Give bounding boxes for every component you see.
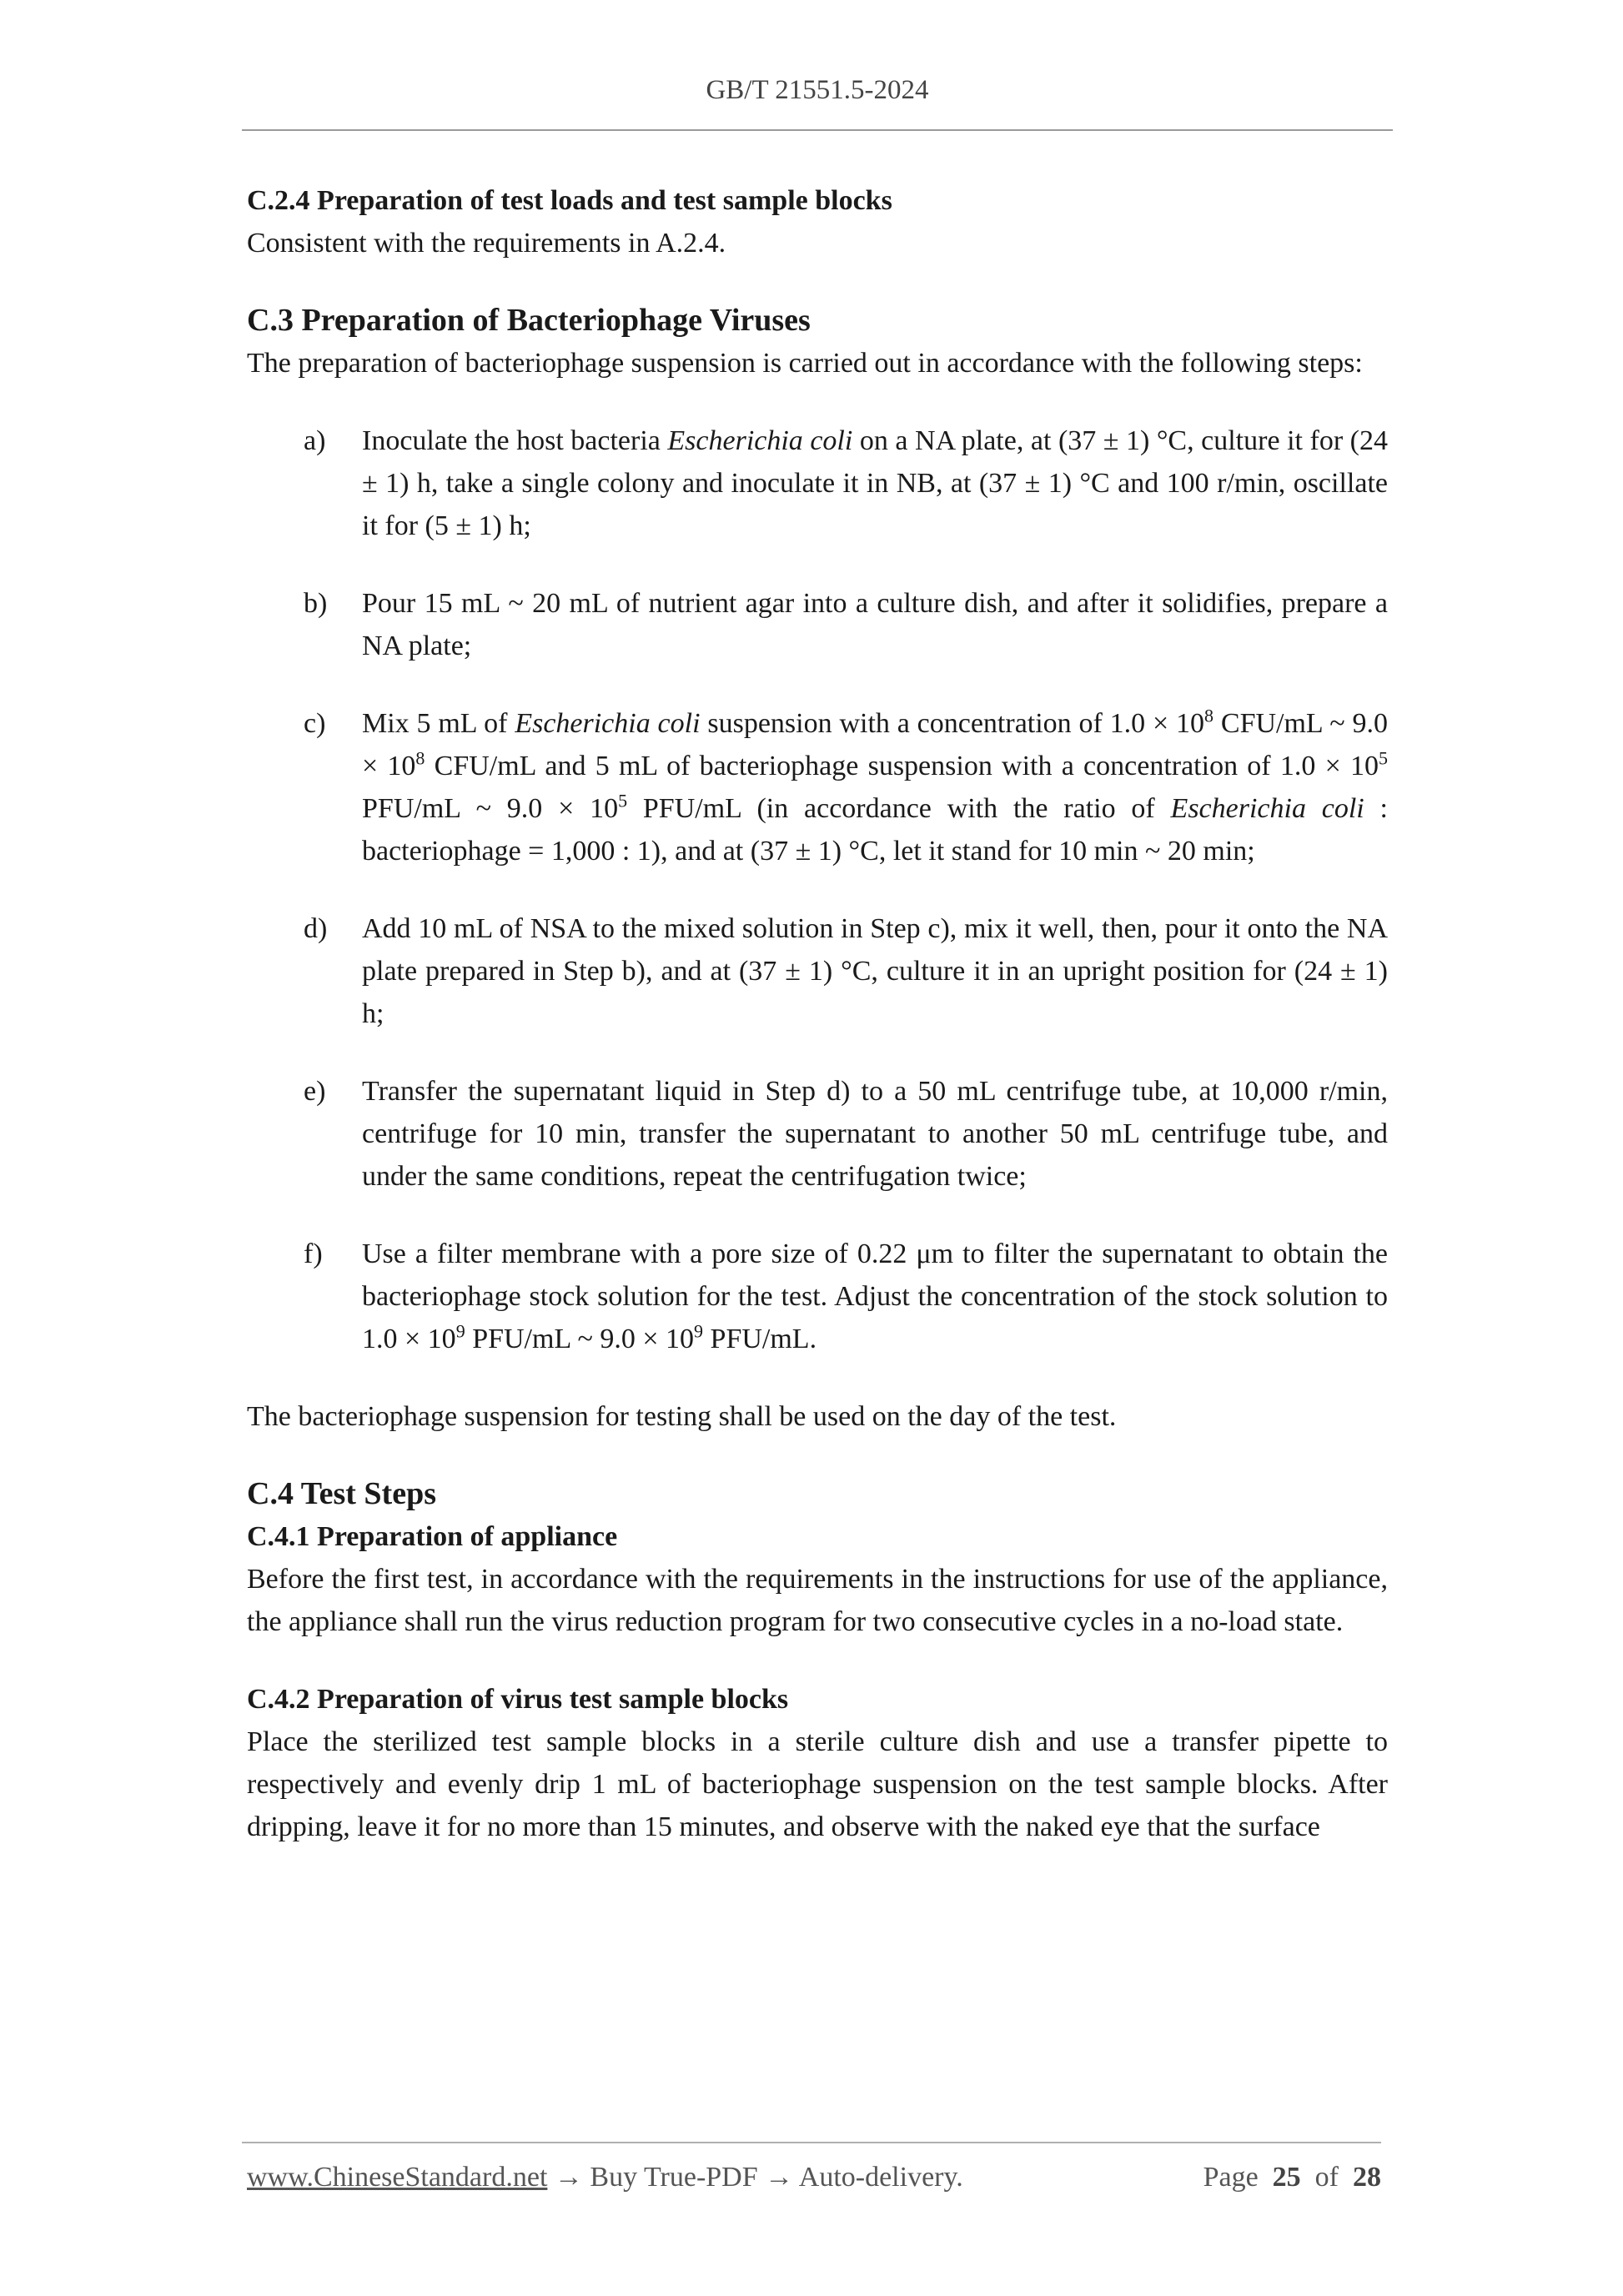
list-marker: a) — [304, 425, 326, 456]
list-item — [247, 907, 1388, 1035]
list-text: suspension with a concentration of 1.0 × 10 — [700, 708, 1205, 739]
section-text-c24: Consistent with the requirements in A.2.4. — [247, 228, 726, 259]
header-rule — [242, 129, 1393, 131]
section-heading-c24: C.2.4 Preparation of test loads and test sample blocks — [247, 185, 892, 216]
steps-list — [247, 420, 1388, 1360]
list-text: : bacteriophage = 1,000 : 1), and at (37 ± 1) °C, let it stand for 10 min ~ 20 min; — [362, 793, 1388, 867]
list-text: Transfer the supernatant liquid in Step d) to a 50 mL centrifuge tube, at 10,000 r/min, centrifuge for 10 min, transfer the supernatant to another 50 mL centrifuge tube, and under the same conditions, repeat the centrifugation twice; — [362, 1076, 1388, 1192]
auto-delivery-text: Auto-delivery. — [798, 2162, 963, 2193]
list-text: CFU/mL ~ 9.0 × 10 — [362, 708, 1388, 781]
buy-pdf-text: Buy True-PDF — [590, 2162, 758, 2193]
list-marker: b) — [304, 588, 328, 619]
footer-rule — [242, 2142, 1381, 2143]
arrow-right-icon: → — [765, 2162, 794, 2193]
section-heading-c4: C.4 Test Steps — [247, 1476, 436, 1511]
list-text: Mix 5 mL of — [362, 708, 515, 739]
list-item — [247, 420, 1388, 547]
page-label: Page — [1203, 2162, 1259, 2193]
species-name: Escherichia coli — [1170, 793, 1364, 824]
page-total: 28 — [1353, 2162, 1381, 2193]
species-name: Escherichia coli — [667, 425, 853, 456]
website-link[interactable]: www.ChineseStandard.net — [247, 2162, 548, 2193]
page-of-label: of — [1314, 2162, 1339, 2193]
list-marker: c) — [304, 708, 326, 739]
list-text: PFU/mL ~ 9.0 × 10 — [362, 793, 619, 824]
list-marker: e) — [304, 1076, 326, 1107]
species-name: Escherichia coli — [515, 708, 701, 739]
arrow-right-icon: → — [554, 2162, 583, 2193]
exponent: 9 — [455, 1320, 465, 1342]
exponent: 5 — [1378, 747, 1388, 769]
section-intro-c3: The preparation of bacteriophage suspension is carried out in accordance with the following steps: — [247, 348, 1363, 379]
page-current: 25 — [1272, 2162, 1301, 2193]
document-header: GB/T 21551.5-2024 — [706, 75, 929, 105]
section-closing-c3: The bacteriophage suspension for testing shall be used on the day of the test. — [247, 1401, 1117, 1432]
list-text: PFU/mL. — [703, 1324, 817, 1354]
list-item — [247, 702, 1388, 872]
list-item — [247, 1233, 1388, 1360]
list-text: Pour 15 mL ~ 20 mL of nutrient agar into a culture dish, and after it solidifies, prepare a NA plate; — [362, 588, 1388, 661]
section-text-c42: Place the sterilized test sample blocks in a sterile culture dish and use a transfer pipette to respectively and evenly drip 1 mL of bacteriophage suspension on the test sample blocks. After dripping, leave it for no more than 15 minutes, and observe with the naked eye that the surface — [247, 1726, 1388, 1842]
section-heading-c41: C.4.1 Preparation of appliance — [247, 1521, 618, 1552]
list-text: CFU/mL and 5 mL of bacteriophage suspension with a concentration of 1.0 × 10 — [425, 751, 1379, 781]
list-item — [247, 582, 1388, 667]
exponent: 8 — [415, 747, 425, 769]
section-heading-c42: C.4.2 Preparation of virus test sample blocks — [247, 1684, 789, 1715]
list-text: Add 10 mL of NSA to the mixed solution in Step c), mix it well, then, pour it onto the NA plate prepared in Step b), and at (37 ± 1) °C, culture it in an upright position for (24 ± 1) h; — [362, 913, 1388, 1029]
section-heading-c3: C.3 Preparation of Bacteriophage Viruses — [247, 303, 811, 338]
page-footer — [247, 2162, 1381, 2193]
list-item — [247, 1070, 1388, 1198]
list-text: Use a filter membrane with a pore size of 0.22 μm to filter the supernatant to obtain the bacteriophage stock solution for the test. Adjust the concentration of the stock solution to 1.0 × 10 — [362, 1238, 1388, 1354]
list-text: on a NA plate, at (37 ± 1) °C, culture it for (24 ± 1) h, take a single colony and inoculate it in NB, at (37 ± 1) °C and 100 r/min, oscillate it for (5 ± 1) h; — [362, 425, 1388, 541]
section-text-c41: Before the first test, in accordance with the requirements in the instructions for use of the appliance, the appliance shall run the virus reduction program for two consecutive cycles in a no-load state. — [247, 1564, 1388, 1637]
page-content — [247, 179, 1388, 1848]
list-text: PFU/mL ~ 9.0 × 10 — [465, 1324, 695, 1354]
list-marker: f) — [304, 1238, 323, 1269]
list-text: PFU/mL (in accordance with the ratio of — [627, 793, 1171, 824]
list-marker: d) — [304, 913, 328, 944]
exponent: 8 — [1204, 705, 1214, 726]
page-number — [1203, 2162, 1381, 2193]
exponent: 5 — [618, 790, 628, 811]
list-text: Inoculate the host bacteria — [362, 425, 668, 456]
exponent: 9 — [694, 1320, 704, 1342]
